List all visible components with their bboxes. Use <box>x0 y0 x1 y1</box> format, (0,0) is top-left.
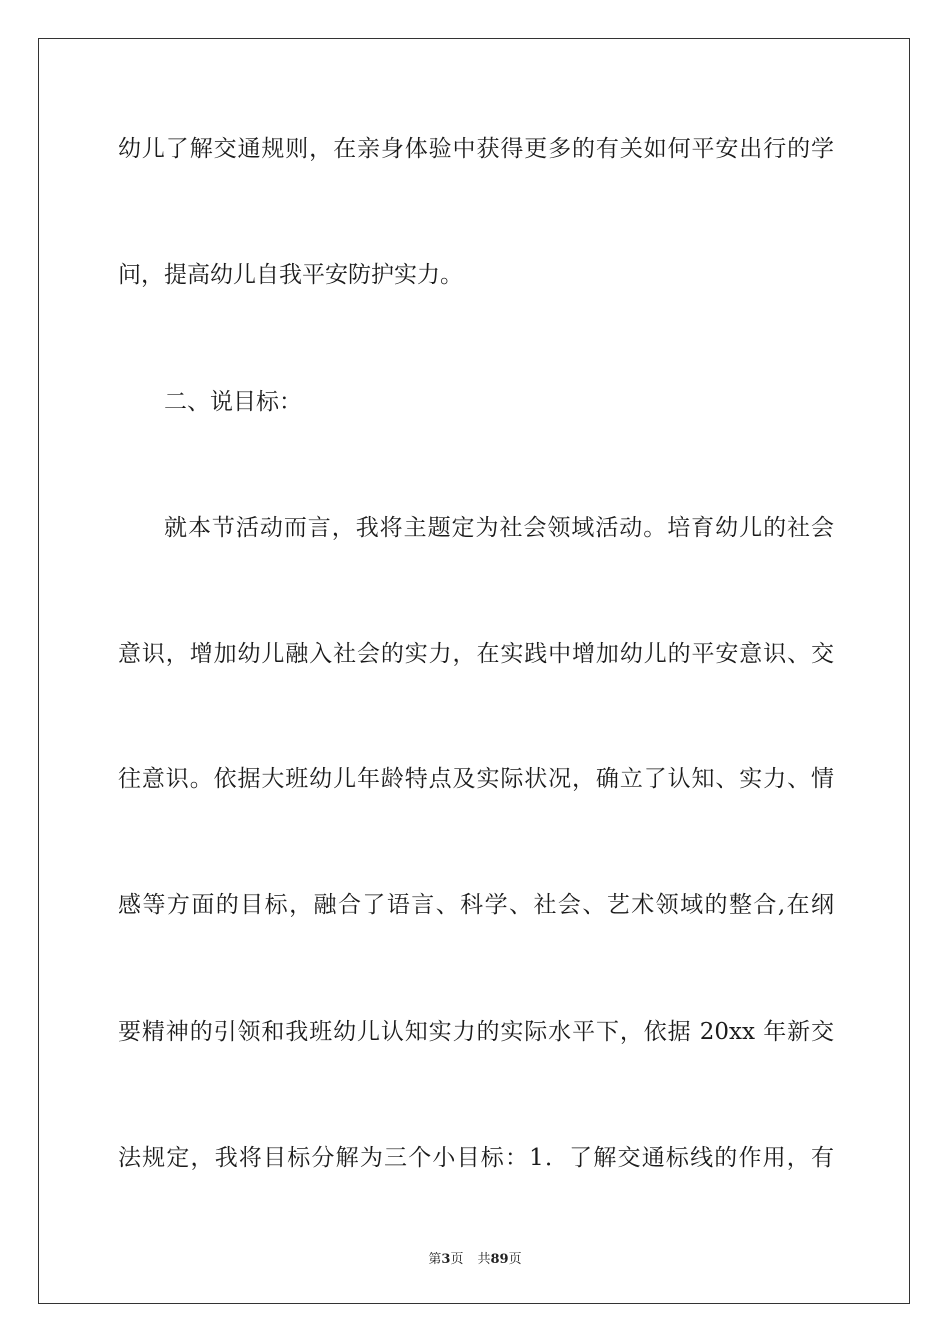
section-heading: 二、说目标： <box>164 389 302 415</box>
total-prefix: 共 <box>477 1252 491 1267</box>
current-page-number: 3 <box>441 1252 451 1267</box>
body-text-line: 往意识。依据大班幼儿年龄特点及实际状况，确立了认知、实力、情 <box>118 766 834 792</box>
body-text-line: 感等方面的目标，融合了语言、科学、社会、艺术领域的整合,在纲 <box>118 892 834 918</box>
page-prefix: 第 <box>428 1252 442 1267</box>
page-border <box>38 38 910 1304</box>
body-text-line: 就本节活动而言，我将主题定为社会领域活动。培育幼儿的社会 <box>164 515 834 541</box>
body-text-line: 要精神的引领和我班幼儿认知实力的实际水平下，依据 20xx 年新交 <box>118 1019 834 1045</box>
body-text-line: 问，提高幼儿自我平安防护实力。 <box>118 262 463 288</box>
page-footer <box>0 1248 950 1267</box>
page-suffix: 页 <box>450 1252 464 1267</box>
total-suffix: 页 <box>508 1252 522 1267</box>
body-text-line: 意识，增加幼儿融入社会的实力，在实践中增加幼儿的平安意识、交 <box>118 641 834 667</box>
body-text-line: 幼儿了解交通规则，在亲身体验中获得更多的有关如何平安出行的学 <box>118 136 834 162</box>
total-page-count: 89 <box>490 1252 509 1267</box>
body-text-line: 法规定，我将目标分解为三个小目标：1．了解交通标线的作用，有 <box>118 1145 834 1171</box>
